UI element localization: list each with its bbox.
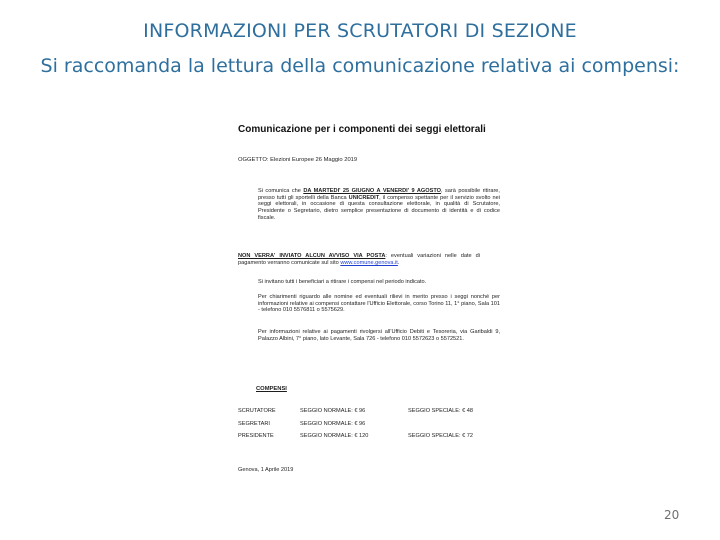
paragraph-text: .: [397, 259, 400, 266]
embedded-document: [236, 122, 500, 478]
compensi-speciale: SEGGIO SPECIALE: € 48: [408, 408, 473, 414]
document-heading: Comunicazione per i componenti dei seggi elettorali: [238, 124, 486, 135]
paragraph-text: , sarà possibile ritirare, presso tutti gli sportelli della Banca: [258, 188, 500, 201]
paragraph-payment-period: [238, 188, 500, 222]
compensi-role: SCRUTATORE: [238, 408, 276, 414]
page-number: 20: [664, 508, 680, 522]
paragraph-no-mail: [238, 253, 480, 266]
compensi-normale: SEGGIO NORMALE: € 96: [300, 408, 366, 414]
paragraph-text: : eventuali variazioni nelle date di pagamento verranno comunicate sul sito: [238, 253, 480, 266]
slide-title: INFORMAZIONI PER SCRUTATORI DI SEZIONE: [143, 20, 577, 42]
paragraph-invitation: Si invitano tutti i beneficiari a ritirare i compensi nel periodo indicato.: [258, 279, 427, 285]
compensi-normale: SEGGIO NORMALE: € 96: [300, 421, 366, 427]
document-subject: OGGETTO: Elezioni Europee 26 Maggio 2019: [238, 157, 358, 163]
website-link[interactable]: www.comune.genova.it: [340, 259, 398, 266]
paragraph-text: Si comunica che: [258, 188, 304, 194]
compensi-speciale: SEGGIO SPECIALE: € 72: [408, 433, 473, 439]
slide-subtitle: Si raccomanda la lettura della comunicazione relativa ai compensi:: [40, 55, 680, 77]
paragraph-text: , il compenso spettante per il servizio svolto nei seggi elettorali, in occasione di questa consultazione elettorale, in qualità di Scrutatore, Presidente o Segretario, dietro semplice presentazione di documento di identità e di codice fiscale.: [258, 194, 500, 221]
paragraph-treasury-office: Per informazioni relative ai pagamenti rivolgersi all'Ufficio Debiti e Tesoreria, via Garibaldi 9, Palazzo Albini, 7° piano, lato Levante, Sala 726 - telefono 010 5572623 o 5572521.: [258, 329, 500, 342]
compensi-title: COMPENSI: [256, 386, 287, 392]
paragraph-electoral-office: Per chiarimenti riguardo alle nomine ed eventuali rilievi in merito presso i seggi nonché per informazioni relative ai compensi contattare l'Ufficio Elettorale, corso Torino 11, 1° piano, Sala 101 - telefono 010 5576811 o 5575629.: [258, 294, 500, 314]
compensi-role: SEGRETARI: [238, 421, 270, 427]
compensi-normale: SEGGIO NORMALE: € 120: [300, 433, 369, 439]
no-mail-warning: NON VERRA' INVIATO ALCUN AVVISO VIA POSTA: [238, 253, 386, 259]
document-date: Genova, 1 Aprile 2019: [238, 467, 294, 473]
bank-name: UNICREDIT: [348, 194, 380, 201]
payment-date-range: DA MARTEDI' 25 GIUGNO A VENERDI' 9 AGOSTO: [303, 188, 441, 194]
compensi-role: PRESIDENTE: [238, 433, 274, 439]
